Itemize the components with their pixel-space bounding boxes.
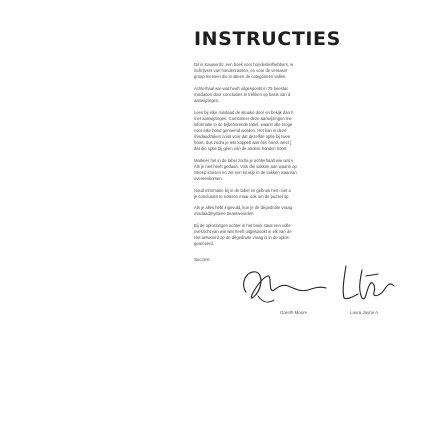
instruction-paragraph — [194, 86, 418, 104]
paragraph-line: Lees bij elke misdaad de situatie door en bekijk dan h — [194, 109, 294, 115]
paragraph-line: je conclusies te noteren maar ook om de puzzel op — [194, 193, 289, 199]
paragraph-line: misdaden door conclusies te trekken op basis van d — [194, 91, 291, 97]
paragraph-line: overzicht van wie wat heeft uitgespookt in elk van de — [194, 229, 292, 235]
page-title: INSTRUCTIES — [194, 28, 341, 50]
instruction-paragraph — [194, 223, 418, 247]
paragraph-line: groep mensen die in alleen de categorieën vallen. — [194, 74, 287, 80]
paragraph-line: misdaadzaken nooit voor dat dezelfde optie bij twee — [194, 133, 291, 139]
instruction-paragraph — [194, 62, 418, 80]
instruction-paragraph — [194, 158, 418, 182]
paragraph-line: overeenkomen. — [194, 176, 223, 181]
paragraph-line: Bij de oplossingen achter in het boek staat een volle — [194, 222, 291, 228]
paragraph-line: gearceerd. — [194, 241, 215, 247]
paragraph-line: Achterhaal wie wat heeft uitgespookt in 75 beestac — [194, 85, 289, 91]
paragraph-line: aanwijzingen. — [194, 97, 220, 103]
paragraph-line: Als je alles hebt ingevuld, kun je de dégedruite vraag — [194, 205, 293, 211]
paragraph-line: hoort, dus zodra je iets koppelt aan één hond, weet j — [194, 140, 292, 146]
instructions-body — [194, 62, 418, 247]
signature-name: Gareth Moore — [280, 310, 308, 316]
paragraph-line: Als je niet heeft gedaan. Vink die vakken aan waarin op — [194, 163, 297, 169]
paragraph-line: informatie in de bijbehorende tabel, waarin alle moge — [194, 121, 293, 127]
paragraph-line: Dit is Kauwerdo: een boek voor hondenliefhebbers, w — [194, 62, 294, 67]
signature-laura-jayne-icon — [336, 260, 406, 306]
paragraph-line: Markeer het in de tabel zodra je achterhaalt wie wat v — [194, 157, 294, 163]
instruction-paragraph — [194, 188, 418, 200]
signatures-block — [194, 260, 418, 316]
instruction-paragraph — [194, 110, 418, 153]
signoff-text: Succes! — [194, 257, 210, 263]
paragraph-line: dat die optie bij geen van de andere honden hoort. — [194, 146, 288, 152]
signature-name: Laura Jayne A — [350, 310, 379, 316]
instructions-page — [194, 28, 418, 316]
instruction-paragraph — [194, 205, 418, 217]
paragraph-line: Houd informatie bij in de tabel en gebruik hem niet a — [194, 187, 291, 193]
paragraph-line: Het antwoord op de dégedruite vraag is in de oplos — [194, 235, 289, 241]
paragraph-line: Streep kruisen en zet een kruisje in de vakken waarvan — [194, 169, 297, 175]
paragraph-line: voor elke hond genoemd worden. Het kan in deze — [194, 127, 287, 133]
signature-gareth-moore-icon — [238, 262, 338, 308]
paragraph-line: misdaadmysterie beantwoorden. — [194, 211, 255, 217]
paragraph-line: met aanwijzingen. Combineer deze aanwijzingen me — [194, 115, 292, 121]
paragraph-line: Schrijvers van hondenrassen, en voor de versaser — [194, 68, 288, 74]
